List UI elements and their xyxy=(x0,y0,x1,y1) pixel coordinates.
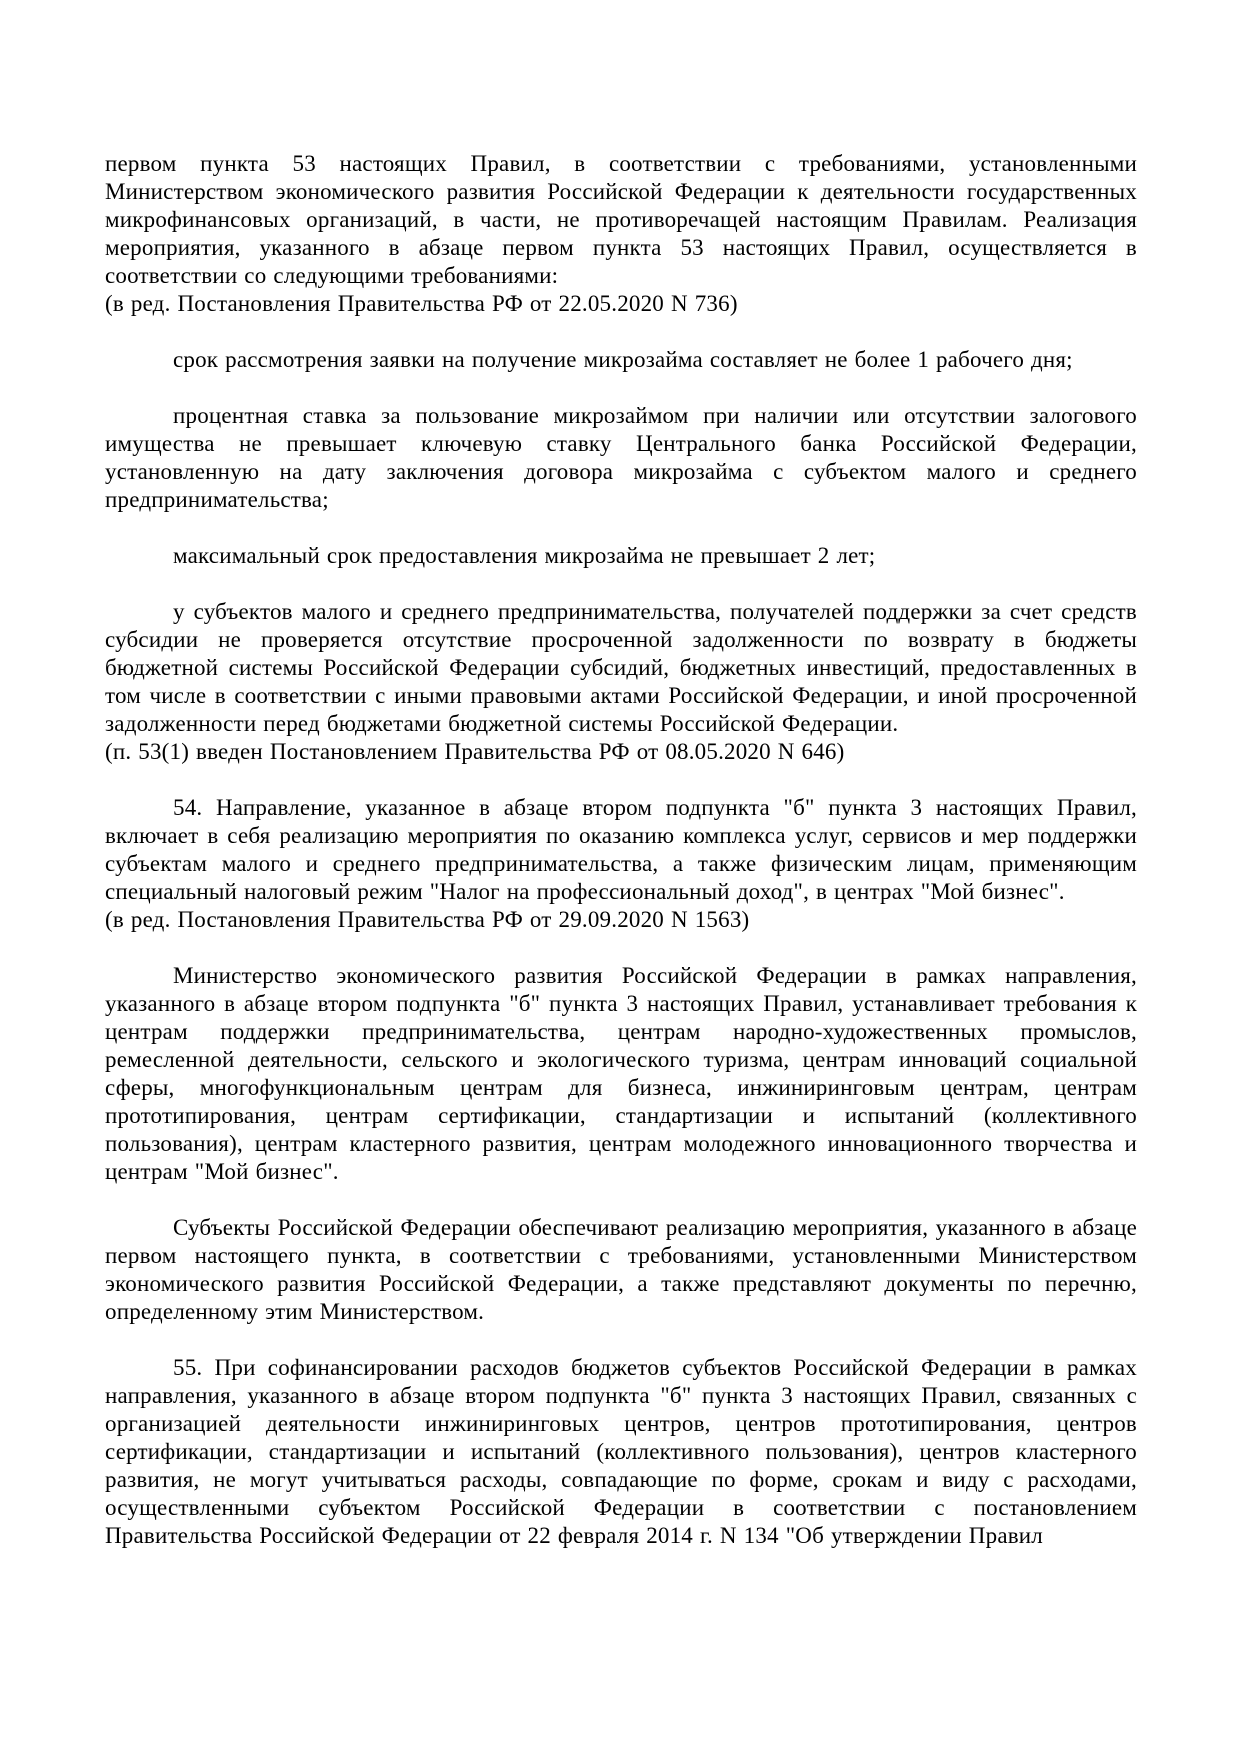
amendment-note: (в ред. Постановления Правительства РФ от 22.05.2020 N 736) xyxy=(105,291,738,316)
paragraph: Министерство экономического развития Российской Федерации в рамках направления, указанного в абзаце втором подпункта "б" пункта 3 настоящих Правил, устанавливает требования к центрам поддержки предпринимательства, центрам народно-художественных промыслов, ремесленной деятельности, сельского и экологического туризма, центрам инноваций социальной сферы, многофункциональным центрам для бизнеса, инжиниринговым центрам, центрам прототипирования, центрам сертификации, стандартизации и испытаний (коллективного пользования), центрам кластерного развития, центрам молодежного инновационного творчества и центрам "Мой бизнес". xyxy=(105,963,1137,1184)
document-body xyxy=(105,150,1137,1550)
paragraph: Субъекты Российской Федерации обеспечивают реализацию мероприятия, указанного в абзаце первом настоящего пункта, в соответствии с требованиями, установленными Министерством экономического развития Российской Федерации, а также представляют документы по перечню, определенному этим Министерством. xyxy=(105,1215,1137,1324)
paragraph: у субъектов малого и среднего предпринимательства, получателей поддержки за счет средств субсидии не проверяется отсутствие просроченной задолженности по возврату в бюджеты бюджетной системы Российской Федерации субсидий, бюджетных инвестиций, предоставленных в том числе в соответствии с иными правовыми актами Российской Федерации, и иной просроченной задолженности перед бюджетами бюджетной системы Российской Федерации. xyxy=(105,599,1137,736)
paragraph: первом пункта 53 настоящих Правил, в соответствии с требованиями, установленными Министерством экономического развития Российской Федерации к деятельности государственных микрофинансовых организаций, в части, не противоречащей настоящим Правилам. Реализация мероприятия, указанного в абзаце первом пункта 53 настоящих Правил, осуществляется в соответствии со следующими требованиями: xyxy=(105,151,1137,288)
paragraph: максимальный срок предоставления микрозайма не превышает 2 лет; xyxy=(173,543,876,568)
amendment-note: (в ред. Постановления Правительства РФ от 29.09.2020 N 1563) xyxy=(105,907,750,932)
paragraph: процентная ставка за пользование микрозаймом при наличии или отсутствии залогового имущества не превышает ключевую ставку Центрального банка Российской Федерации, установленную на дату заключения договора микрозайма с субъектом малого и среднего предпринимательства; xyxy=(105,403,1137,512)
paragraph: 54. Направление, указанное в абзаце втором подпункта "б" пункта 3 настоящих Правил, включает в себя реализацию мероприятия по оказанию комплекса услуг, сервисов и мер поддержки субъектам малого и среднего предпринимательства, а также физическим лицам, применяющим специальный налоговый режим "Налог на профессиональный доход", в центрах "Мой бизнес". xyxy=(105,795,1137,904)
paragraph: 55. При софинансировании расходов бюджетов субъектов Российской Федерации в рамках направления, указанного в абзаце втором подпункта "б" пункта 3 настоящих Правил, связанных с организацией деятельности инжиниринговых центров, центров прототипирования, центров сертификации, стандартизации и испытаний (коллективного пользования), центров кластерного развития, не могут учитываться расходы, совпадающие по форме, срокам и виду с расходами, осуществленными субъектом Российской Федерации в соответствии с постановлением Правительства Российской Федерации от 22 февраля 2014 г. N 134 "Об утверждении Правил xyxy=(105,1355,1137,1548)
paragraph: срок рассмотрения заявки на получение микрозайма составляет не более 1 рабочего дня; xyxy=(173,347,1073,372)
amendment-note: (п. 53(1) введен Постановлением Правительства РФ от 08.05.2020 N 646) xyxy=(105,739,845,764)
